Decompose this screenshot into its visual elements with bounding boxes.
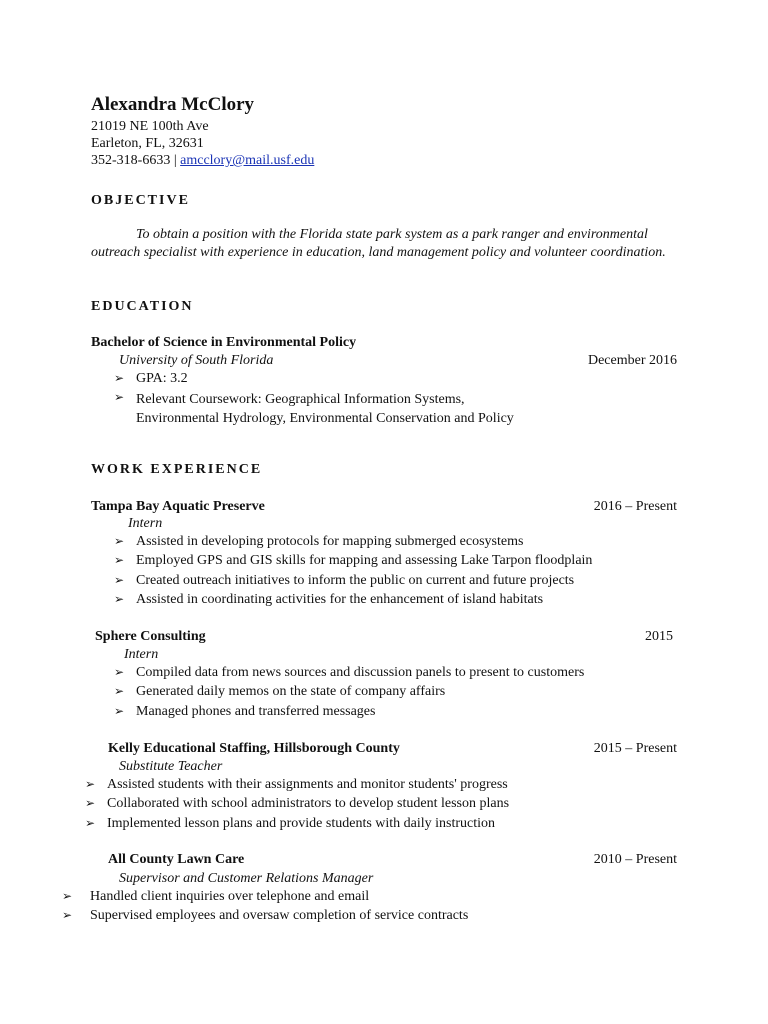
job-dates: 2015 – Present	[593, 741, 677, 756]
job-company: Sphere Consulting	[95, 629, 206, 644]
arrow-bullet-icon: ➢	[62, 908, 73, 922]
phone-number: 352-318-6633 |	[91, 153, 181, 168]
job-title: Intern	[128, 516, 163, 531]
job-dates: 2016 – Present	[593, 499, 677, 514]
list-item: ➢ Generated daily memos on the state of company affairs	[114, 684, 446, 699]
job-dates: 2010 – Present	[593, 852, 677, 867]
candidate-name: Alexandra McClory	[91, 94, 255, 115]
arrow-bullet-icon: ➢	[114, 684, 125, 698]
list-item: ➢ Created outreach initiatives to inform the public on current and future projects	[114, 573, 575, 588]
school-name: University of South Florida	[119, 353, 274, 368]
list-item: ➢ Implemented lesson plans and provide students with daily instruction	[85, 816, 496, 831]
arrow-bullet-icon: ➢	[114, 390, 125, 404]
email-link[interactable]: amcclory@mail.usf.edu	[180, 153, 315, 168]
arrow-bullet-icon: ➢	[85, 816, 96, 830]
arrow-bullet-icon: ➢	[114, 371, 125, 385]
address-line-2: Earleton, FL, 32631	[91, 136, 204, 151]
list-item: ➢ Employed GPS and GIS skills for mapping and assessing Lake Tarpon floodplain	[114, 553, 593, 568]
degree-title: Bachelor of Science in Environmental Policy	[91, 335, 357, 350]
job-company: All County Lawn Care	[108, 852, 245, 867]
job-title: Intern	[124, 647, 159, 662]
contact-line	[91, 153, 314, 169]
arrow-bullet-icon: ➢	[85, 777, 96, 791]
objective-heading: OBJECTIVE	[91, 193, 190, 208]
job-dates: 2015	[645, 629, 673, 644]
list-item: ➢ Collaborated with school administrators to develop student lesson plans	[85, 796, 510, 811]
list-item: ➢ Compiled data from news sources and discussion panels to present to customers	[114, 665, 585, 680]
arrow-bullet-icon: ➢	[114, 665, 125, 679]
arrow-bullet-icon: ➢	[85, 796, 96, 810]
objective-text: To obtain a position with the Florida state park system as a park ranger and environmental outreach specialist with experience in education, land management policy and volunteer coordination.	[91, 227, 666, 260]
work-experience-heading: WORK EXPERIENCE	[91, 462, 263, 477]
job-company: Tampa Bay Aquatic Preserve	[91, 499, 265, 514]
arrow-bullet-icon: ➢	[114, 704, 125, 718]
arrow-bullet-icon: ➢	[114, 592, 125, 606]
job-title: Substitute Teacher	[119, 759, 223, 774]
arrow-bullet-icon: ➢	[62, 889, 73, 903]
arrow-bullet-icon: ➢	[114, 573, 125, 587]
arrow-bullet-icon: ➢	[114, 534, 125, 548]
list-item: ➢ Supervised employees and oversaw completion of service contracts	[62, 908, 469, 923]
list-item: ➢ Assisted in coordinating activities for the enhancement of island habitats	[114, 592, 544, 607]
job-company: Kelly Educational Staffing, Hillsborough County	[108, 741, 400, 756]
coursework-text: Relevant Coursework: Geographical Information Systems, Environmental Hydrology, Environmental Conservation and Policy	[136, 392, 514, 426]
list-item: ➢ Assisted in developing protocols for mapping submerged ecosystems	[114, 534, 524, 549]
education-heading: EDUCATION	[91, 299, 194, 314]
list-item: ➢ Handled client inquiries over telephone and email	[62, 889, 370, 904]
arrow-bullet-icon: ➢	[114, 553, 125, 567]
job-title: Supervisor and Customer Relations Manager	[119, 871, 374, 886]
list-item: ➢ Managed phones and transferred messages	[114, 704, 376, 719]
address-line-1: 21019 NE 100th Ave	[91, 119, 209, 134]
graduation-date: December 2016	[587, 353, 677, 368]
list-item: ➢ GPA: 3.2	[114, 371, 188, 386]
list-item: ➢ Assisted students with their assignments and monitor students' progress	[85, 777, 508, 792]
